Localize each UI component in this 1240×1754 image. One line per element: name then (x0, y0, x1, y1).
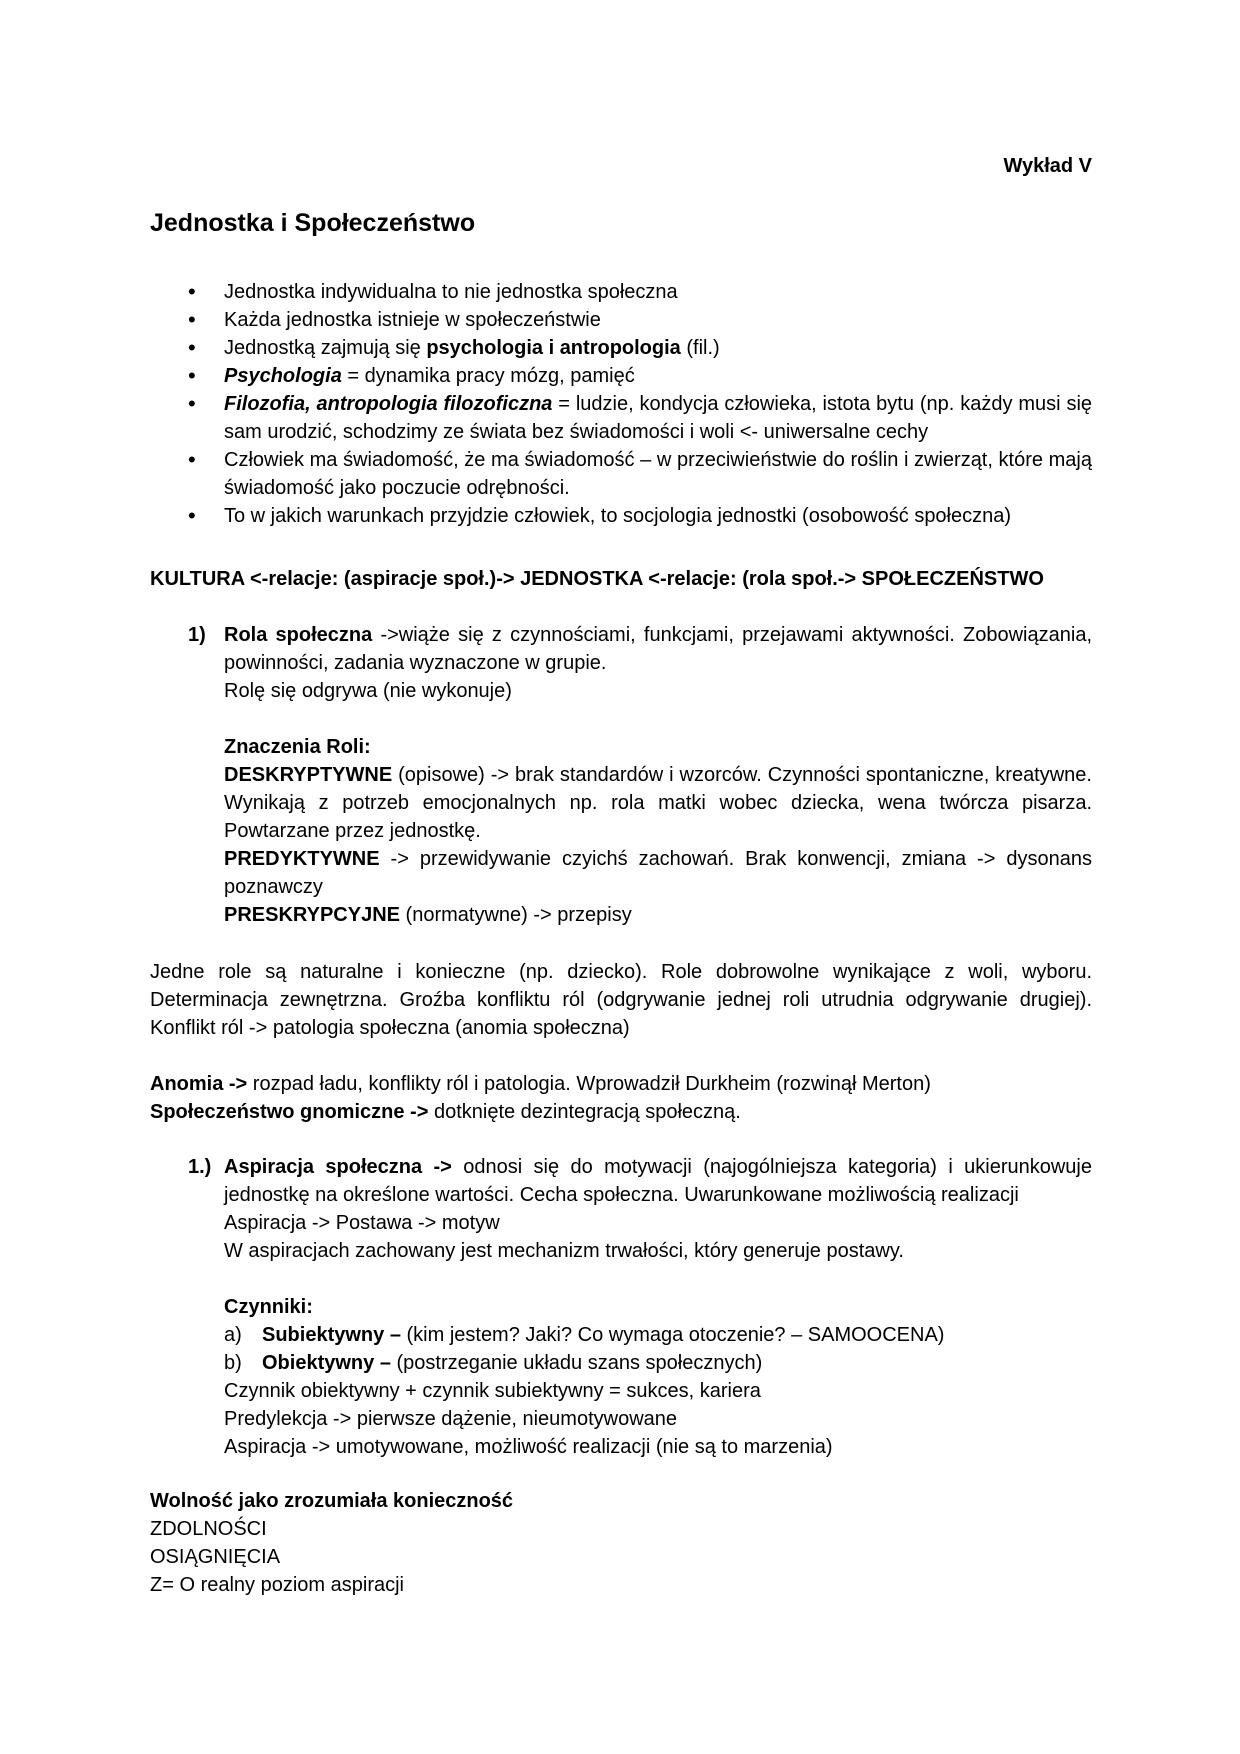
factors-heading: Czynniki: (224, 1296, 313, 1318)
role-definition: 1) Rola społeczna ->wiąże się z czynnościami, funkcjami, przejawami aktywności. Zobowiązania, powinności, zadania wyznaczone w grupie. (188, 624, 1092, 674)
role-section (150, 621, 1092, 929)
role-predictive: PREDYKTYWNE -> przewidywanie czyichś zachowań. Brak konwencji, zmiana -> dysonans poznawczy (224, 848, 1092, 898)
role-prescriptive: PRESKRYPCYJNE (normatywne) -> przepisy (224, 904, 632, 926)
page-title: Jednostka i Społeczeństwo (150, 209, 476, 237)
relation-diagram-line: KULTURA <-relacje: (aspiracje społ.)-> JEDNOSTKA <-relacje: (rola społ.-> SPOŁECZEŃSTWO (150, 568, 1044, 590)
lecture-number: Wykład V (1003, 155, 1092, 177)
freedom-line: ZDOLNOŚCI (150, 1518, 267, 1540)
aspiration-chain: Aspiracja -> Postawa -> motyw (224, 1212, 500, 1234)
role-descriptive: DESKRYPTYWNE (opisowe) -> brak standardów i wzorców. Czynności spontaniczne, kreatywne. Wynikają z potrzeb emocjonalnych np. rola matki wobec dziecka, wena twórcza pisarza. Powtarzane przez jednostkę. (224, 764, 1092, 842)
role-meanings-heading: Znaczenia Roli: (224, 736, 371, 758)
list-item: • Psychologia = dynamika pracy mózg, pamięć (150, 362, 1092, 390)
aspiration-note: Aspiracja -> umotywowane, możliwość realizacji (nie są to marzenia) (224, 1436, 833, 1458)
list-item: • To w jakich warunkach przyjdzie człowiek, to socjologia jednostki (osobowość społeczna) (150, 502, 1092, 530)
anomia-paragraph: Anomia -> rozpad ładu, konflikty ról i patologia. Wprowadził Durkheim (rozwinął Merton) Społeczeństwo gnomiczne -> dotknięte dezintegracją społeczną. (150, 1073, 931, 1123)
factor-objective: b) Obiektywny – (postrzeganie układu szans społecznych) (224, 1352, 763, 1374)
roles-paragraph: Jedne role są naturalne i konieczne (np. dziecko). Role dobrowolne wynikające z woli, wyboru. Determinacja zewnętrzna. Groźba konfliktu ról (odgrywanie jednej roli utrudnia odgrywanie drugiej). Konflikt ról -> patologia społeczna (anomia społeczna) (150, 961, 1092, 1039)
freedom-section (150, 1487, 1092, 1599)
freedom-line: OSIĄGNIĘCIA (150, 1546, 281, 1568)
list-item: • Jednostka indywidualna to nie jednostka społeczna (150, 278, 1092, 306)
factor-subjective: a) Subiektywny – (kim jestem? Jaki? Co wymaga otoczenie? – SAMOOCENA) (224, 1324, 945, 1346)
list-item: • Filozofia, antropologia filozoficzna = ludzie, kondycja człowieka, istota bytu (np. każdy musi się sam urodzić, schodzimy ze świata bez świadomości i woli <- uniwersalne cechy (150, 390, 1092, 446)
intro-bullet-list (150, 278, 1092, 530)
freedom-line: Z= O realny poziom aspiracji (150, 1574, 404, 1596)
freedom-heading: Wolność jako zrozumiała konieczność (150, 1490, 514, 1512)
list-item: • Jednostką zajmują się psychologia i antropologia (fil.) (150, 334, 1092, 362)
aspiration-section (150, 1153, 1092, 1461)
list-item: • Każda jednostka istnieje w społeczeństwie (150, 306, 1092, 334)
aspiration-mechanism: W aspiracjach zachowany jest mechanizm trwałości, który generuje postawy. (224, 1240, 904, 1262)
role-note: Rolę się odgrywa (nie wykonuje) (224, 680, 512, 702)
list-item: • Człowiek ma świadomość, że ma świadomość – w przeciwieństwie do roślin i zwierząt, które mają świadomość jako poczucie odrębności. (150, 446, 1092, 502)
predilection-note: Predylekcja -> pierwsze dążenie, nieumotywowane (224, 1408, 678, 1430)
factor-sum: Czynnik obiektywny + czynnik subiektywny = sukces, kariera (224, 1380, 761, 1402)
aspiration-definition: 1.) Aspiracja społeczna -> odnosi się do motywacji (najogólniejsza kategoria) i ukierunkowuje jednostkę na określone wartości. Cecha społeczna. Uwarunkowane możliwością realizacji (188, 1156, 1092, 1206)
